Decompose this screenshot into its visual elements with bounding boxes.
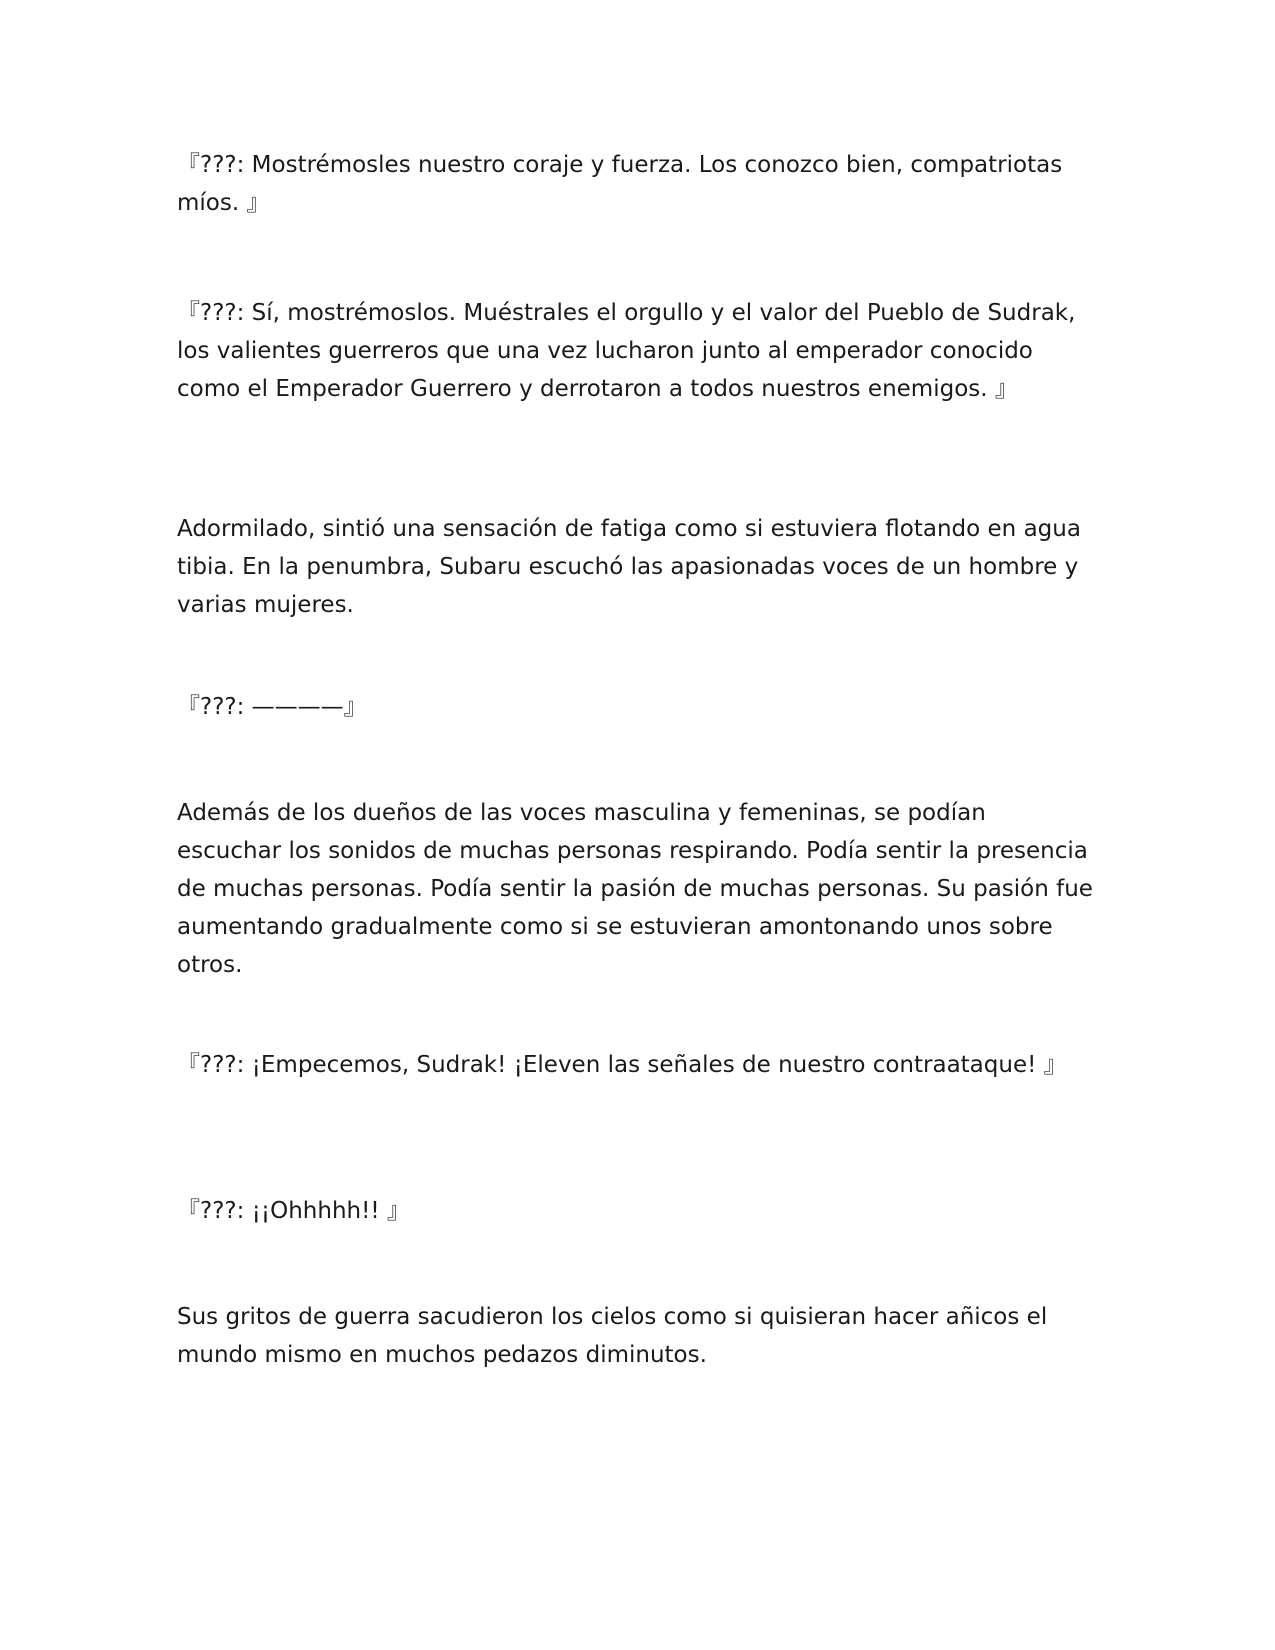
dialogue-line: 『???: ¡Empecemos, Sudrak! ¡Eleven las señales de nuestro contraataque! 』 [177, 1052, 1067, 1078]
dialogue-line: 『???: ————』 [177, 694, 367, 720]
dialogue-line: 『???: Sí, mostrémoslos. Muéstrales el orgullo y el valor del Pueblo de Sudrak, los valientes guerreros que una vez lucharon junto al emperador conocido como el Emperador Guerrero y derrotaron a todos nuestros enemigos. 』 [177, 300, 1083, 402]
narration-paragraph: Sus gritos de guerra sacudieron los cielos como si quisieran hacer añicos el mundo mismo en muchos pedazos diminutos. [177, 1304, 1055, 1368]
dialogue-line: 『???: Mostrémosles nuestro coraje y fuerza. Los conozco bien, compatriotas míos. 』 [177, 152, 1070, 216]
dialogue-line: 『???: ¡¡Ohhhhh!! 』 [177, 1198, 410, 1224]
narration-paragraph: Además de los dueños de las voces masculina y femeninas, se podían escuchar los sonidos de muchas personas respirando. Podía sentir la presencia de muchas personas. Podía sentir la pasión de muchas personas. Su pasión fue aumentando gradualmente como si se estuvieran amontonando unos sobre otros. [177, 800, 1101, 978]
narration-paragraph: Adormilado, sintió una sensación de fatiga como si estuviera flotando en agua tibia. En la penumbra, Subaru escuchó las apasionadas voces de un hombre y varias mujeres. [177, 516, 1089, 618]
